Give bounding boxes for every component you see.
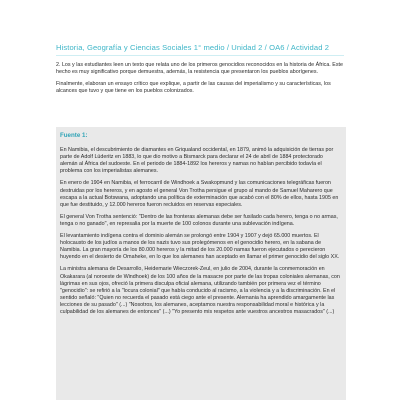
source-paragraph: El general Von Trotha sentenció: "Dentro de las fronteras alemanas debe ser fusilado cada herero, tenga o no armas, tenga o no ganado", en represalia por la muerte de 100 colonos durante una sublevación indígena.	[60, 213, 338, 227]
breadcrumb: Historia, Geografía y Ciencias Sociales 1° medio / Unidad 2 / OA6 / Actividad 2	[56, 43, 330, 52]
source-paragraph: El levantamiento indígena contra el dominio alemán se prolongó entre 1904 y 1907 y dejó 65.000 muertos. El holocausto de los judíos a manos de los nazis tuvo sus prolegómenos en el genocidio herero, en la sabana de Namibia. La gran mayoría de los 80.000 hereros y la mitad de los 20.000 namas fueron ejecutados o perecieron huyendo en el desierto de Omaheke, en lo que los alemanes han aceptado en llamar el primer genocidio del siglo XX.	[60, 233, 340, 261]
source-box	[56, 127, 346, 400]
instruction-paragraph-1: 2. Los y las estudiantes leen un texto que relata uno de los primeros genocidios reconocidos en la historia de África. Este hecho es muy significativo porque demuestra, además, la resistencia que presentaron los pueblos aborígenes.	[56, 62, 343, 76]
source-title: Fuente 1:	[60, 132, 88, 139]
source-paragraph: En enero de 1904 en Namibia, el ferrocarril de Windhoek a Swakopmund y las comunicaciones telegráficas fueron destruidas por los hereros, y en agosto el general Von Trotha persigue el grupo al mando de Samuel Maharero que escapa a la actual Botswana, adoptando una política de exterminación que acabó con el 80% de ellos, hasta 1905 en que fue destituido, y 12.000 hereros fueron recluidos en reservas especiales.	[60, 180, 339, 208]
instructions	[56, 62, 346, 100]
source-paragraph: La ministra alemana de Desarrollo, Heidemarie Wieczorek-Zeul, en julio de 2004, durante la conmemoración en Okakarara (al noroeste de Windhoek) de los 100 años de la masacre por parte de las tropas coloniales alemanas, con lágrimas en sus ojos, ofreció la primera disculpa oficial alemana, utilizando también por primera vez el término "genocidio": se refirió a la "locura colonial" que había conducido al racismo, a la violencia y a la discriminación. En el sentido señaló: "Quien no recuerda el pasado está ciego ante el presente. Alemania ha aprendido amargamente las lecciones de su pasado" (...) "Nosotros, los alemanes, aceptamos nuestra responsabilidad moral e histórica y la culpabilidad de los alemanes de entonces" (...) "Yo presento mis respetos ante vuestros ancestros masacrados" (...)	[60, 266, 340, 315]
source-paragraph: En Namibia, el descubrimiento de diamantes en Griqualand occidental, en 1879, animó la adquisición de tierras por parte de Adolf Lüderitz en 1883, lo que dio motivo a Bismarck para declarar el 24 de abril de 1884 protectorado alemán al África del sudoeste. En el periodo de 1884-1892 los hereros y namas no habían percibido todavía el problema con los imperialistas alemanes.	[60, 147, 334, 175]
header-divider	[56, 55, 344, 56]
instruction-paragraph-2: Finalmente, elaboran un ensayo crítico que explique, a partir de las causas del imperialismo y su características, los alcances que tuvo y que tiene en los pueblos colonizados.	[56, 81, 331, 95]
